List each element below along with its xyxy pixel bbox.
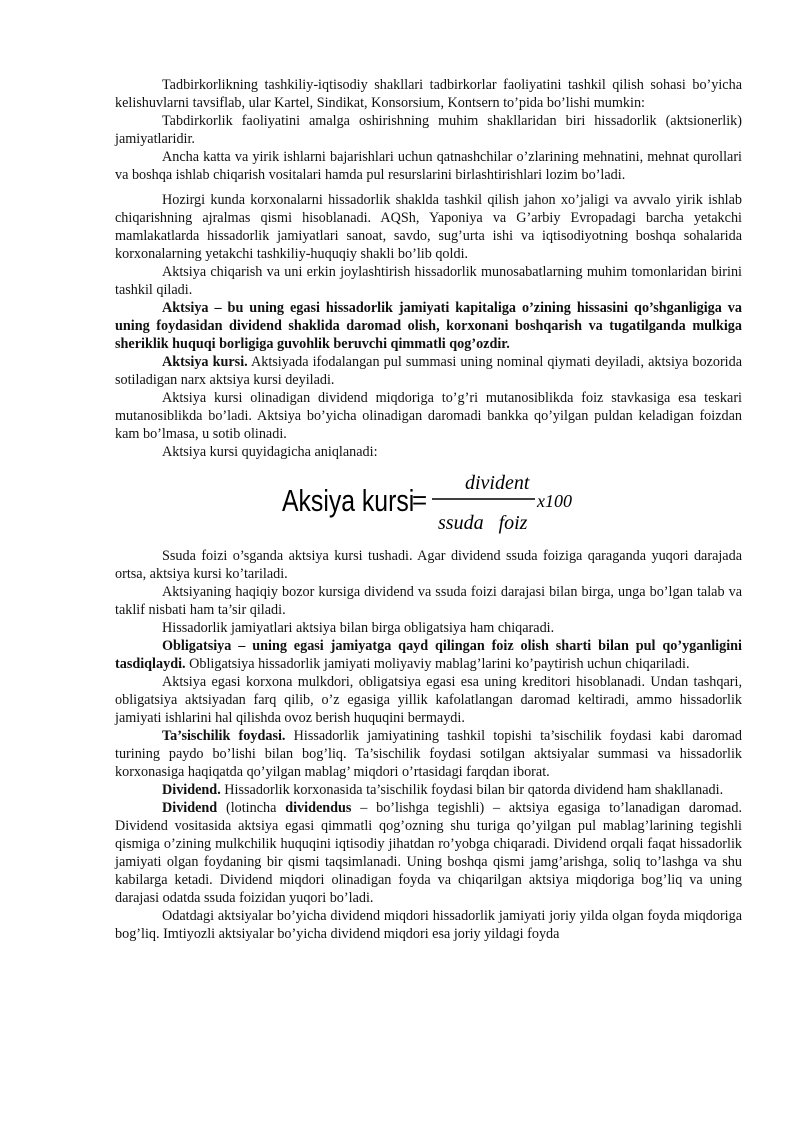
paragraph bbox=[115, 353, 742, 389]
term-tasischilik-foydasi: Ta’sischilik foydasi. bbox=[162, 728, 286, 744]
formula-numerator: divident bbox=[465, 472, 530, 494]
paragraph-text: (lotincha bbox=[217, 800, 286, 816]
paragraph bbox=[115, 781, 742, 799]
paragraph: Aktsiya kursi quyidagicha aniqlanadi: bbox=[162, 444, 378, 460]
term-dividend: Dividend bbox=[162, 800, 218, 816]
paragraph: Aktsiya egasi korxona mulkdori, obligatsiya egasi esa uning kreditori hisoblanadi. Undan tashqari, obligatsiya aktsiyadan farq qilib, o’z egasiga yillik kafolatlangan daromad keltiradi, ammo hissadorlik jamiyati ishlarini hal qilishda ovoz berish huquqini bermaydi. bbox=[115, 674, 742, 726]
paragraph-text: Aktsiyada ifodalangan pul summasi uning nominal qiymati deyiladi, aktsiya bozorida sotiladigan narx aktsiya kursi deyiladi. bbox=[115, 354, 742, 388]
paragraph bbox=[115, 637, 742, 673]
paragraph-text: Obligatsiya hissadorlik jamiyati moliyaviy mablag’larini ko’paytirish uchun chiqariladi. bbox=[185, 656, 690, 672]
paragraph-text: – bo’lishga tegishli) – aktsiya egasiga to’lanadigan daromad. Dividend vositasida aktsiya egasi qimmatli qog’ozning shu turiga qo’yilgan pul mablag’larining tegishli qismiga o’zining mulkchilik huquqini iqtisodiy jihatdan ro’yobga chiqaradi. Dividend orqali faqat hissadorlik jamiyati olgan foydaning bir qismi taqsimlanadi. Uning boshqa qismi jamg’arishga, soliq to’lashga va shu kabilarga ketadi. Dividend miqdori olinadigan foyda va chiqarilgan aktsiya miqdoriga bog’liq va uning darajasi odatda ssuda foizidan yuqori bo’ladi. bbox=[115, 800, 742, 906]
formula-multiplier: x100 bbox=[537, 491, 572, 511]
formula-image bbox=[282, 467, 582, 541]
formula-denominator: ssuda foiz bbox=[438, 512, 528, 534]
paragraph: Tabdirkorlik faoliyatini amalga oshirishning muhim shakllaridan biri hissadorlik (aktsionerlik) jamiyatlaridir. bbox=[115, 113, 742, 147]
paragraph: Hozirgi kunda korxonalarni hissadorlik shaklda tashkil qilish jahon xo’jaligi va avvalo yirik ishlab chiqarishning ajralmas qismi hisoblanadi. AQSh, Yaponiya va G’arbiy Evropadagi barcha yetakchi mamlakatlarda hissadorlik jamiyatlari sanoat, savdo, sug’urta ishi va iqtisodiyotning boshqa sohalarida korxonalarning yetakchi tashkiliy-huquqiy shakli bo’lib qoldi. bbox=[115, 192, 742, 262]
paragraph: Tadbirkorlikning tashkiliy-iqtisodiy shakllari tadbirkorlar faoliyatini tashkil qilish sohasi bo’yicha kelishuvlarni tavsiflab, ular Kartel, Sindikat, Konsorsium, Kontsern to’pida bo’lishi mumkin: bbox=[115, 77, 742, 111]
term-dividend: Dividend. bbox=[162, 782, 221, 798]
paragraph bbox=[115, 799, 742, 907]
paragraph bbox=[115, 727, 742, 781]
paragraph: Ancha katta va yirik ishlarni bajarishlari uchun qatnashchilar o’zlarining mehnatini, mehnat qurollari va boshqa ishlab chiqarish vositalari hamda pul resurslarini birlashtirishlari lozim bo’ladi. bbox=[115, 149, 742, 183]
definition-obligatsiya: Obligatsiya – uning egasi jamiyatga qayd qilingan foiz olish sharti bilan pul qo’yganligini tasdiqlaydi. bbox=[115, 638, 742, 672]
term-aktsiya-kursi: Aktsiya kursi. bbox=[162, 354, 248, 370]
paragraph: Hissadorlik jamiyatlari aktsiya bilan birga obligatsiya ham chiqaradi. bbox=[162, 620, 555, 636]
paragraph-text: Hissadorlik korxonasida ta’sischilik foydasi bilan bir qatorda dividend ham shakllanadi. bbox=[220, 782, 724, 798]
formula-aksiya-kursi bbox=[115, 461, 742, 547]
formula-lhs: Aksiya kursi bbox=[282, 483, 415, 518]
paragraph: Aktsiyaning haqiqiy bozor kursiga dividend va ssuda foizi darajasi bilan birga, unga bo’lgan talab va taklif nisbati ham ta’sir qiladi. bbox=[115, 584, 742, 618]
document-page bbox=[115, 76, 742, 943]
definition-aktsiya: Aktsiya – bu uning egasi hissadorlik jamiyati kapitaliga o’zining hissasini qo’shganligiga va uning foydasidan dividend shaklida daromad olish, korxonani boshqarish va tugatilganda mulkiga sheriklik huquqi borligiga guvohlik beruvchi qimmatli qog’ozdir. bbox=[115, 300, 742, 352]
paragraph: Aktsiya chiqarish va uni erkin joylashtirish hissadorlik munosabatlarning muhim tomonlaridan birini tashkil qiladi. bbox=[115, 264, 742, 298]
paragraph: Aktsiya kursi olinadigan dividend miqdoriga to’g’ri mutanosiblikda foiz stavkasiga esa teskari mutanosiblikda bo’ladi. Aktsiya bo’yicha olinadigan daromadi bankka qo’yilgan puldan keladigan foizdan kam bo’lmasa, u sotib olinadi. bbox=[115, 390, 742, 442]
formula-equals: = bbox=[412, 485, 428, 515]
paragraph: Ssuda foizi o’sganda aktsiya kursi tushadi. Agar dividend ssuda foiziga qaraganda yuqori darajada ortsa, aktsiya kursi ko’tariladi. bbox=[115, 548, 742, 582]
paragraph-text: Hissadorlik jamiyatining tashkil topishi ta’sischilik foydasi kabi daromad turining paydo bo’lishi bilan bog’liq. Ta’sischilik foydasi sotilgan aktsiyalar summasi va hissadorlik korxonasiga haqiqatda qo’yilgan mablag’ miqdori o’rtasidagi farqdan iborat. bbox=[115, 728, 742, 780]
term-dividendus: dividendus bbox=[285, 800, 352, 816]
paragraph: Odatdagi aktsiyalar bo’yicha dividend miqdori hissadorlik jamiyati joriy yilda olgan foyda miqdoriga bog’liq. Imtiyozli aktsiyalar bo’yicha dividend miqdori esa joriy yildagi foyda bbox=[115, 908, 742, 942]
